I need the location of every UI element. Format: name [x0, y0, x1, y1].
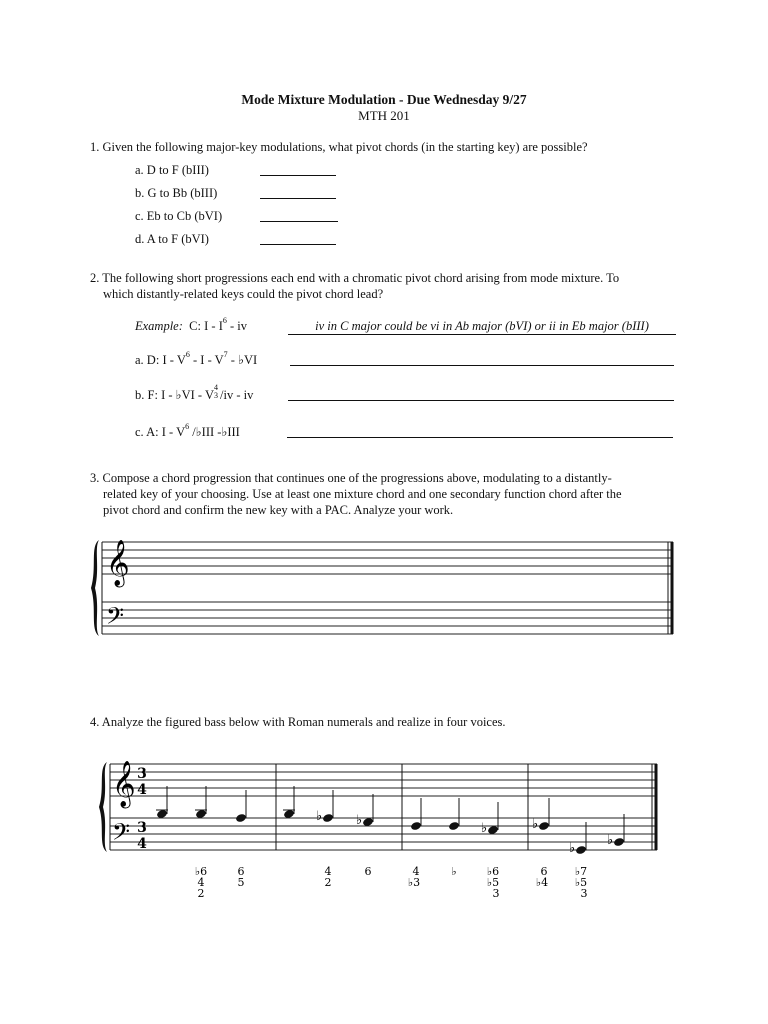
q3-grand-staff[interactable] — [88, 532, 680, 642]
figure-9 — [575, 865, 588, 900]
figure-6 — [451, 865, 456, 878]
bass-clef-icon: 𝄢 — [106, 602, 125, 635]
q1-answer-blank-c[interactable] — [260, 209, 338, 222]
q2-example-progression: Example: C: I - $I^6$ - iv — [135, 316, 248, 333]
svg-text:♭5: ♭5 — [486, 876, 500, 889]
svg-text:♭: ♭ — [569, 841, 576, 856]
svg-text:4: 4 — [412, 865, 420, 878]
bass-note — [235, 790, 247, 823]
bass-note-flat — [316, 790, 334, 824]
q1-item-c: c. Eb to Cb (bVI) — [135, 209, 223, 223]
q1-item-a: a. D to F (bIII) — [135, 163, 209, 177]
bass-note — [410, 798, 422, 831]
q1-answer-blank-a[interactable] — [260, 163, 336, 176]
figure-8 — [536, 865, 548, 889]
q2-prompt-line1: 2. The following short progressions each end with a chromatic pivot chord arising from mode mixture. To — [90, 271, 620, 285]
q3-prompt-line2: related key of your choosing. Use at least one mixture chord and one secondary function chord after the — [103, 487, 622, 501]
svg-text:♭5: ♭5 — [574, 876, 588, 889]
course-code: MTH 201 — [358, 108, 410, 123]
q4-time-signatures — [137, 766, 147, 852]
svg-text:♭4: ♭4 — [535, 876, 549, 889]
bass-note — [195, 786, 207, 819]
bass-time-sig-bottom: 4 — [137, 836, 147, 852]
svg-text:3: 3 — [492, 887, 500, 900]
svg-text:6: 6 — [540, 865, 548, 878]
q2a-answer-line[interactable] — [290, 364, 674, 366]
treble-time-sig-top: 3 — [137, 766, 147, 782]
treble-time-sig-bottom: 4 — [137, 782, 147, 798]
svg-text:4: 4 — [197, 876, 205, 889]
q1-item-b: b. G to Bb (bIII) — [135, 186, 218, 200]
svg-text:♭6: ♭6 — [194, 865, 208, 878]
q3-brace — [91, 540, 99, 636]
q4-treble-staff-lines — [110, 764, 657, 796]
svg-text:♭: ♭ — [451, 865, 457, 878]
q3-prompt-line3: pivot chord and confirm the new key with a PAC. Analyze your work. — [103, 503, 454, 517]
q4-brace — [99, 762, 107, 852]
svg-text:♭6: ♭6 — [486, 865, 500, 878]
figure-1 — [195, 865, 207, 900]
svg-text:4: 4 — [324, 865, 332, 878]
svg-text:♭: ♭ — [607, 833, 614, 848]
q2c-answer-line[interactable] — [287, 436, 673, 438]
bass-note-flat — [481, 802, 499, 836]
figure-3 — [325, 865, 332, 889]
bass-note-flat — [569, 822, 587, 856]
figured-bass-figures — [195, 865, 588, 900]
bass-note — [283, 786, 295, 819]
q1-item-d: d. A to F (bVI) — [135, 232, 209, 246]
figure-7 — [487, 865, 500, 900]
bass-note — [448, 798, 460, 831]
svg-text:6: 6 — [364, 865, 372, 878]
bass-note — [156, 786, 168, 819]
svg-text:2: 2 — [197, 887, 205, 900]
svg-text:2: 2 — [324, 876, 332, 889]
q2-prompt-line2: which distantly-related keys could the pivot chord lead? — [103, 287, 384, 301]
q2c-progression: c. A: I - $V^6$ /♭III -♭III — [135, 422, 240, 439]
svg-text:♭: ♭ — [481, 821, 488, 836]
svg-text:5: 5 — [237, 876, 245, 889]
q2a-progression: a. D: I - $V^6$ - I - $V^7$ - ♭VI — [135, 350, 258, 367]
q2b-progression: b. F: I - ♭VI - V 4 3 /iv - iv — [135, 383, 254, 402]
q1-prompt: 1. Given the following major-key modulations, what pivot chords (in the starting key) are possible? — [90, 140, 588, 154]
page-title: Mode Mixture Modulation - Due Wednesday 9/27 — [241, 92, 527, 107]
figure-2 — [238, 865, 245, 889]
figure-4 — [365, 865, 372, 878]
bass-clef-icon: 𝄢 — [112, 818, 131, 851]
q2-example-answer: iv in C major could be vi in Ab major (bVI) or ii in Eb major (bIII) — [288, 318, 676, 335]
treble-clef-icon: 𝄞 — [106, 540, 130, 586]
q4-prompt: 4. Analyze the figured bass below with Roman numerals and realize in four voices. — [90, 715, 506, 729]
svg-text:♭: ♭ — [356, 813, 363, 828]
q4-figured-bass-score[interactable] — [96, 754, 664, 900]
bass-note-flat — [607, 814, 625, 848]
svg-text:3: 3 — [580, 887, 588, 900]
svg-text:♭7: ♭7 — [574, 865, 588, 878]
bass-time-sig-top: 3 — [137, 820, 147, 836]
treble-clef-icon: 𝄞 — [112, 761, 136, 807]
svg-text:♭: ♭ — [316, 809, 323, 824]
q3-treble-staff-lines — [102, 542, 673, 574]
q1-answer-blank-b[interactable] — [260, 186, 336, 199]
svg-text:6: 6 — [237, 865, 245, 878]
svg-text:♭: ♭ — [532, 817, 539, 832]
bass-note-flat — [356, 794, 374, 828]
q1-answer-blank-d[interactable] — [260, 232, 336, 245]
q2b-answer-line[interactable] — [288, 399, 674, 401]
bass-note-flat — [532, 798, 550, 832]
svg-text:♭3: ♭3 — [407, 876, 421, 889]
q3-bass-staff-lines — [102, 602, 673, 634]
q3-prompt-line1: 3. Compose a chord progression that continues one of the progressions above, modulating to a distantly- — [90, 471, 612, 485]
figure-5 — [408, 865, 420, 889]
